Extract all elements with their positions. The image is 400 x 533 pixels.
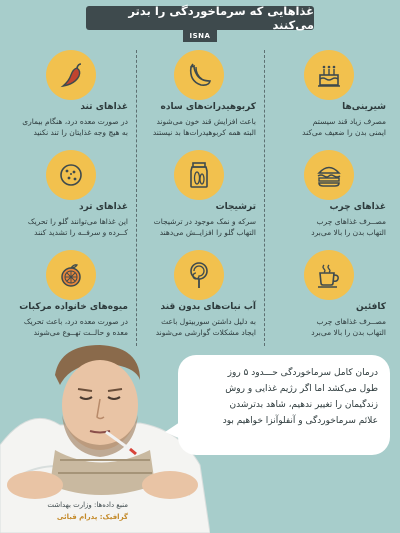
chili-icon (46, 50, 96, 100)
credits (8, 499, 128, 523)
brand-label: ISNA (183, 30, 217, 42)
item-title: میوه‌های خانواده مرکبات (19, 302, 128, 312)
item-description: مصــرف غذاهای چرب التهاب بدن را بالا می‌برد (311, 317, 386, 337)
banana-icon (174, 50, 224, 100)
burger-icon (304, 150, 354, 200)
page-title: غذاهایی که سرماخوردگی را بدتر می‌کنند (86, 6, 314, 30)
food-grid (10, 50, 390, 350)
cookie-icon (46, 150, 96, 200)
food-item-pickles (140, 150, 260, 250)
designer-credit: گرافیک: پدرام قبائی (56, 513, 128, 521)
item-description: به دلیل داشتن سوربیتول باعث ایجاد مشکلات گوارشی می‌شوند (155, 317, 256, 337)
item-description: در صورت معده درد، باعث تحریک معده و حالــت تهــوع می‌شوند (23, 317, 128, 337)
item-description: مصرف زیاد قند سیستم ایمنی بدن را ضعیف می‌کند (302, 117, 386, 137)
item-title: کافئین (356, 302, 386, 312)
food-item-crispy (12, 150, 132, 250)
coffee-cup-icon (304, 250, 354, 300)
lollipop-icon (174, 250, 224, 300)
item-title: غذاهای چرب (329, 202, 386, 212)
orange-icon (46, 250, 96, 300)
item-title: آب نبات‌های بدون قند (160, 302, 256, 312)
item-title: کربوهیدرات‌های ساده (160, 102, 256, 112)
food-item-sweets (270, 50, 390, 150)
bottom-section (0, 335, 400, 533)
item-description: مصــرف غذاهای چرب التهاب بدن را بالا می‌برد (311, 217, 386, 237)
item-title: غذاهای تند (80, 102, 128, 112)
cake-icon (304, 50, 354, 100)
column-divider (264, 50, 265, 346)
source-credit: منبع داده‌ها: وزارت بهداشت (47, 501, 128, 509)
food-item-fatty (270, 150, 390, 250)
item-description: در صورت معده درد، هنگام بیماری به هیچ وجه غذایتان را تند نکنید (22, 117, 128, 137)
column-divider (136, 50, 137, 346)
pickle-jar-icon (174, 150, 224, 200)
item-title: ترشیجات (215, 202, 256, 212)
header (0, 0, 400, 40)
item-title: غذاهای ترد (78, 202, 128, 212)
speech-bubble: درمان کامل سرماخوردگی حـــدود ۵ روز طول می‌کشد اما اگر رژیم غذایی و روش زندگیمان را تغییر ندهیم، شاهد بدترشدن علائم سرماخوردگی و آنفلوآنزا خواهیم بود (178, 355, 390, 455)
item-description: این غذاها می‌توانند گلو را تحریک کــرده و سرفــه را تشدید کنند (27, 217, 128, 237)
food-item-spicy (12, 50, 132, 150)
item-description: باعث افزایش قند خون می‌شوند البته همه کربوهیدرات‌ها بد نیستند (152, 117, 256, 137)
item-title: شیرینی‌ها (342, 102, 386, 112)
item-description: سرکه و نمک موجود در ترشیجات التهاب گلو را افزایــش می‌دهند (153, 217, 256, 237)
food-item-simple-carbs (140, 50, 260, 150)
